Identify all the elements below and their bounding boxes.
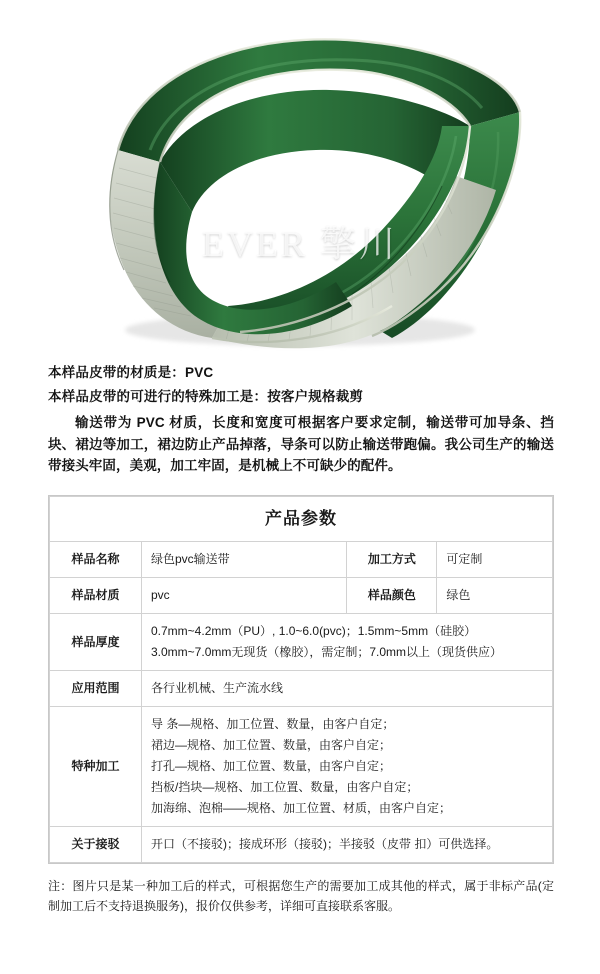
row-label-application: 应用范围 (50, 671, 142, 707)
row-value-sample-name: 绿色pvc输送带 (142, 542, 347, 578)
material-line: 本样品皮带的材质是：PVC (48, 365, 214, 380)
footer-note: 注：图片只是某一种加工后的样式，可根据您生产的需要加工成其他的样式，属于非标产品(定制加工后不支持退换服务)，报价仅供参考，详细可直接联系客服。 (48, 879, 554, 914)
row-label-thickness: 样品厚度 (50, 614, 142, 671)
special-line-1: 导 条—规格、加工位置、数量，由客户自定； (151, 717, 395, 732)
special-line-2: 裙边—规格、加工位置、数量，由客户自定； (151, 738, 392, 753)
table-row (50, 671, 553, 707)
table-row (50, 827, 553, 863)
table-title-row (50, 497, 553, 542)
thickness-line-2: 3.0mm~7.0mm无现货（橡胶），需定制；7.0mm以上（现货供应） (151, 645, 503, 660)
row-value-joint: 开口（不接驳)；接成环形（接驳)；半接驳（皮带 扣）可供选择。 (142, 827, 553, 863)
thickness-line-1: 0.7mm~4.2mm（PU）, 1.0~6.0(pvc)；1.5mm~5mm（硅胶） (151, 624, 477, 639)
product-parameters-table (48, 495, 554, 864)
special-line-5: 加海绵、泡棉——规格、加工位置、材质，由客户自定； (151, 801, 452, 816)
table-row (50, 578, 553, 614)
table-row (50, 542, 553, 578)
row-label-joint: 关于接驳 (50, 827, 142, 863)
special-line-3: 打孔—规格、加工位置、数量，由客户自定； (151, 759, 392, 774)
table-title: 产品参数 (50, 497, 553, 542)
row-value-thickness (142, 614, 553, 671)
row-label-processing-method: 加工方式 (347, 542, 437, 578)
watermark-text: EVER 擎川 (202, 224, 398, 264)
special-line-4: 挡板/挡块—规格、加工位置、数量，由客户自定； (151, 780, 419, 795)
product-hero-image (0, 0, 600, 362)
description-paragraph: 输送带为 PVC 材质，长度和宽度可根据客户要求定制，输送带可加导条、挡块、裙边等加工，裙边防止产品掉落，导条可以防止输送带跑偏。我公司生产的输送带接头牢固，美观，加工牢固，是机械上不可缺少的配件。 (48, 414, 554, 474)
row-label-sample-material: 样品材质 (50, 578, 142, 614)
intro-text-block (0, 362, 600, 477)
conveyor-belt-illustration (0, 0, 600, 362)
row-label-special-processing: 特种加工 (50, 707, 142, 827)
row-value-special-processing (142, 707, 553, 827)
processing-line: 本样品皮带的可进行的特殊加工是：按客户规格裁剪 (48, 388, 364, 404)
row-value-processing-method: 可定制 (437, 542, 553, 578)
row-label-sample-name: 样品名称 (50, 542, 142, 578)
row-label-sample-color: 样品颜色 (347, 578, 437, 614)
table-row (50, 614, 553, 671)
row-value-application: 各行业机械、生产流水线 (142, 671, 553, 707)
row-value-sample-material: pvc (142, 578, 347, 614)
row-value-sample-color: 绿色 (437, 578, 553, 614)
table-row (50, 707, 553, 827)
